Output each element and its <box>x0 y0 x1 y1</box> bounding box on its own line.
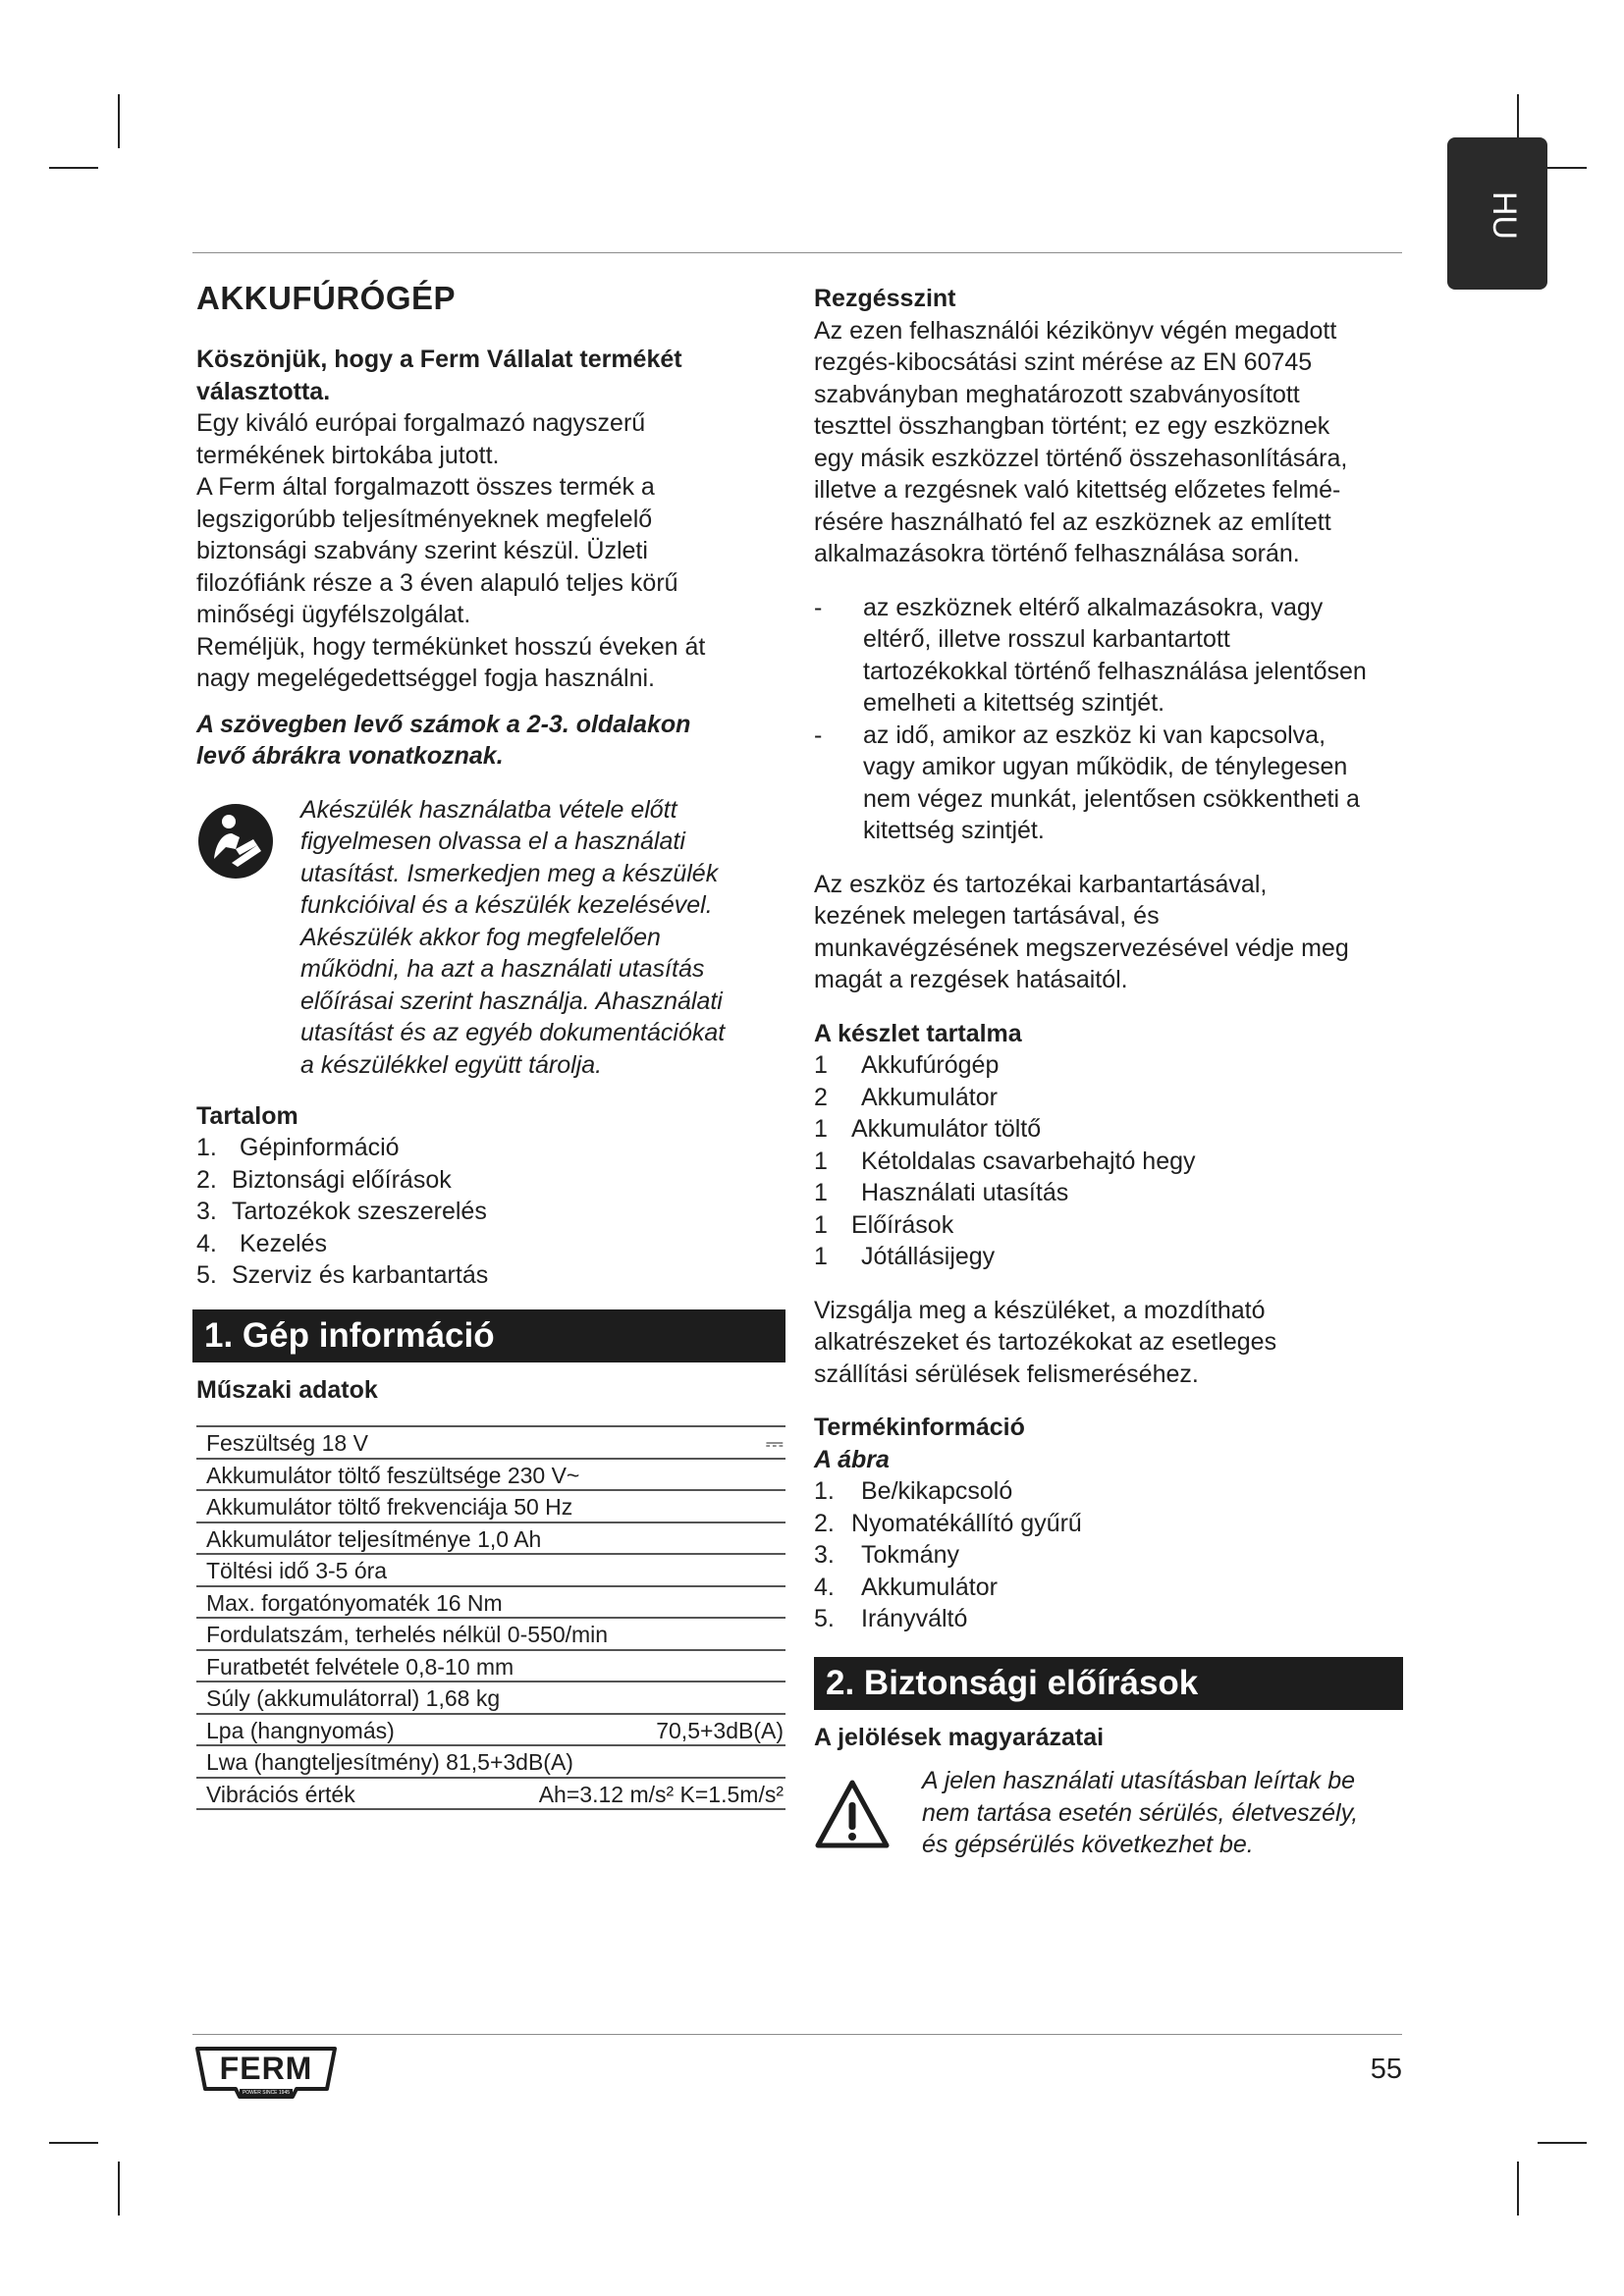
contents-item: 3. Tartozékok szeszerelés <box>196 1198 487 1225</box>
intro-line: Reméljük, hogy termékünket hosszú éveken át <box>196 632 706 661</box>
dash-list-item: - az eszköznek eltérő alkalmazásokra, vagy eltérő, illetve rosszul karbantartott tartozékokkal történő felhasználása jelentősen emelheti a kitettség szintjét. <box>814 593 1367 717</box>
crop-mark <box>118 2162 120 2216</box>
manual-line: Akészülék használatba vétele előtt <box>300 795 677 824</box>
intro-line: Egy kiváló európai forgalmazó nagyszerű <box>196 409 646 437</box>
page-number: 55 <box>1370 2054 1402 2085</box>
ferm-logo-subtext: POWER SINCE 1945 <box>242 2090 291 2096</box>
spec-row: Töltési idő 3-5 óra <box>196 1555 785 1587</box>
crop-mark <box>49 2142 98 2144</box>
dash-list-item: - az idő, amikor az eszköz ki van kapcsolva, vagy amikor ugyan működik, de ténylegesen nem végez munkát, jelentősen csökkentheti a kitettség szintjét. <box>814 721 1360 844</box>
ferm-logo-text: FERM <box>219 2051 313 2086</box>
vibration-title: Rezgésszint <box>814 285 956 312</box>
warning-icon <box>814 1779 891 1849</box>
inspection-line: szállítási sérülések felismeréséhez. <box>814 1360 1199 1388</box>
intro-line: nagy megelégedettséggel fogja használni. <box>196 665 656 692</box>
spec-row: Furatbetét felvétele 0,8-10 mm <box>196 1651 785 1683</box>
contents-item: 5. Szerviz és karbantartás <box>196 1261 489 1289</box>
kit-item: 1 Használati utasítás <box>814 1179 1069 1206</box>
manual-line: funkcióival és a készülék kezelésével. <box>300 891 713 919</box>
part-item: 1. Be/kikapcsoló <box>814 1477 1013 1505</box>
left-column <box>196 275 785 1810</box>
spec-row: Feszültség 18 V ⎓ <box>196 1427 785 1460</box>
crop-mark <box>1538 2142 1587 2144</box>
maintenance-line: kezének melegen tartásával, és <box>814 902 1160 930</box>
part-item: 3. Tokmány <box>814 1541 960 1569</box>
intro-line: filozófiánk része a 3 éven alapuló teljes körű <box>196 568 678 597</box>
warning-line: nem tartása esetén sérülés, életveszély, <box>922 1798 1359 1827</box>
section-heading-2: 2. Biztonsági előírások <box>814 1657 1403 1710</box>
spec-row: Lwa (hangteljesítmény) 81,5+3dB(A) <box>196 1746 785 1779</box>
manual-line: előírásai szerint használja. Ahasználati <box>300 987 723 1015</box>
kit-title: A készlet tartalma <box>814 1019 1022 1047</box>
spec-row: Vibrációs érték Ah=3.12 m/s² K=1.5m/s² <box>196 1779 785 1811</box>
crop-mark <box>118 94 120 148</box>
page-title: AKKUFÚRÓGÉP <box>196 280 457 316</box>
warning-line: A jelen használati utasításban leírtak be <box>922 1767 1356 1794</box>
spec-row: Akkumulátor töltő frekvenciája 50 Hz <box>196 1491 785 1523</box>
figure-title: A ábra <box>814 1445 890 1473</box>
dc-symbol-icon: ⎓ <box>765 1430 784 1456</box>
spec-row: Lpa (hangnyomás) 70,5+3dB(A) <box>196 1715 785 1747</box>
tech-data-title: Műszaki adatok <box>196 1375 378 1404</box>
crop-mark <box>49 167 98 169</box>
spec-row: Súly (akkumulátorral) 1,68 kg <box>196 1682 785 1715</box>
vibration-line: alkalmazásokra történő felhasználása során. <box>814 540 1300 567</box>
spec-row: Akkumulátor teljesítménye 1,0 Ah <box>196 1523 785 1556</box>
spec-row: Max. forgatónyomaték 16 Nm <box>196 1587 785 1620</box>
vibration-line: Az ezen felhasználói kézikönyv végén megadott <box>814 316 1337 345</box>
intro-line: A Ferm által forgalmazott összes termék a <box>196 473 655 501</box>
spec-row: Fordulatszám, terhelés nélkül 0-550/min <box>196 1619 785 1651</box>
manual-line: a készülékkel együtt tárolja. <box>300 1050 603 1079</box>
right-column <box>814 283 1403 1883</box>
intro-line: biztonsági szabvány szerint készül. Üzleti <box>196 537 648 564</box>
maintenance-line: magát a rezgések hatásaitól. <box>814 966 1128 993</box>
thanks-heading: választotta. <box>196 377 331 405</box>
warning-line: és gépsérülés következhet be. <box>922 1831 1254 1858</box>
intro-line: minőségi ügyfélszolgálat. <box>196 601 471 628</box>
intro-line: termékének birtokába jutott. <box>196 441 500 469</box>
language-tab <box>1447 137 1547 290</box>
kit-item: 2 Akkumulátor <box>814 1083 998 1111</box>
part-item: 4. Akkumulátor <box>814 1573 998 1601</box>
language-tab-label: HU <box>1486 191 1523 240</box>
crop-mark <box>1517 2162 1519 2216</box>
vibration-line: szabványban meghatározott szabványosított <box>814 380 1300 408</box>
inspection-line: alkatrészeket és tartozékokat az esetleges <box>814 1328 1277 1356</box>
kit-item: 1 Előírások <box>814 1210 954 1239</box>
spec-row: Akkumulátor töltő feszültsége 230 V~ <box>196 1460 785 1492</box>
thanks-heading: Köszönjük, hogy a Ferm Vállalat termékét <box>196 346 682 373</box>
spec-table <box>196 1425 785 1810</box>
product-info-title: Termékinformáció <box>814 1414 1025 1441</box>
kit-item: 1 Kétoldalas csavarbehajtó hegy <box>814 1147 1196 1175</box>
part-item: 5. Irányváltó <box>814 1605 968 1632</box>
vibration-line: teszttel összhangban történt; ez egy eszköznek <box>814 412 1330 440</box>
manual-line: utasítást. Ismerkedjen meg a készülék <box>300 859 719 887</box>
read-manual-icon <box>196 802 275 881</box>
intro-line: legszigorúbb teljesítményeknek megfelelő <box>196 505 653 533</box>
contents-item: 2. Biztonsági előírások <box>196 1165 452 1194</box>
header-rule <box>192 252 1402 253</box>
figure-note: levő ábrákra vonatkoznak. <box>196 742 504 770</box>
ferm-logo <box>194 2046 338 2101</box>
kit-item: 1 Jótállásijegy <box>814 1243 996 1270</box>
maintenance-line: munkavégzésének megszervezésével védje meg <box>814 934 1349 962</box>
vibration-line: illetve a rezgésnek való kitettség előzetes felmé- <box>814 476 1341 504</box>
manual-line: működni, ha azt a használati utasítás <box>300 955 705 983</box>
inspection-line: Vizsgálja meg a készüléket, a mozdítható <box>814 1296 1266 1324</box>
contents-item: 4. Kezelés <box>196 1229 327 1257</box>
contents-title: Tartalom <box>196 1101 298 1130</box>
figure-note: A szövegben levő számok a 2-3. oldalakon <box>196 710 691 738</box>
maintenance-line: Az eszköz és tartozékai karbantartásával, <box>814 870 1268 898</box>
vibration-line: résére használható fel az eszköznek az említett <box>814 507 1331 536</box>
kit-item: 1 Akkufúrógép <box>814 1051 1000 1079</box>
symbols-title: A jelölések magyarázatai <box>814 1723 1105 1751</box>
manual-line: figyelmesen olvassa el a használati <box>300 828 685 855</box>
manual-line: Akészülék akkor fog megfelelően <box>300 923 661 951</box>
section-heading-1: 1. Gép információ <box>192 1309 785 1362</box>
part-item: 2. Nyomatékállító gyűrű <box>814 1509 1082 1537</box>
footer-rule <box>192 2034 1402 2035</box>
contents-item: 1. Gépinformáció <box>196 1134 400 1161</box>
manual-line: utasítást és az egyéb dokumentációkat <box>300 1019 726 1046</box>
kit-item: 1 Akkumulátor töltő <box>814 1115 1042 1143</box>
vibration-line: rezgés-kibocsátási szint mérése az EN 60745 <box>814 348 1313 376</box>
vibration-line: egy másik eszközzel történő összehasonlítására, <box>814 444 1348 472</box>
